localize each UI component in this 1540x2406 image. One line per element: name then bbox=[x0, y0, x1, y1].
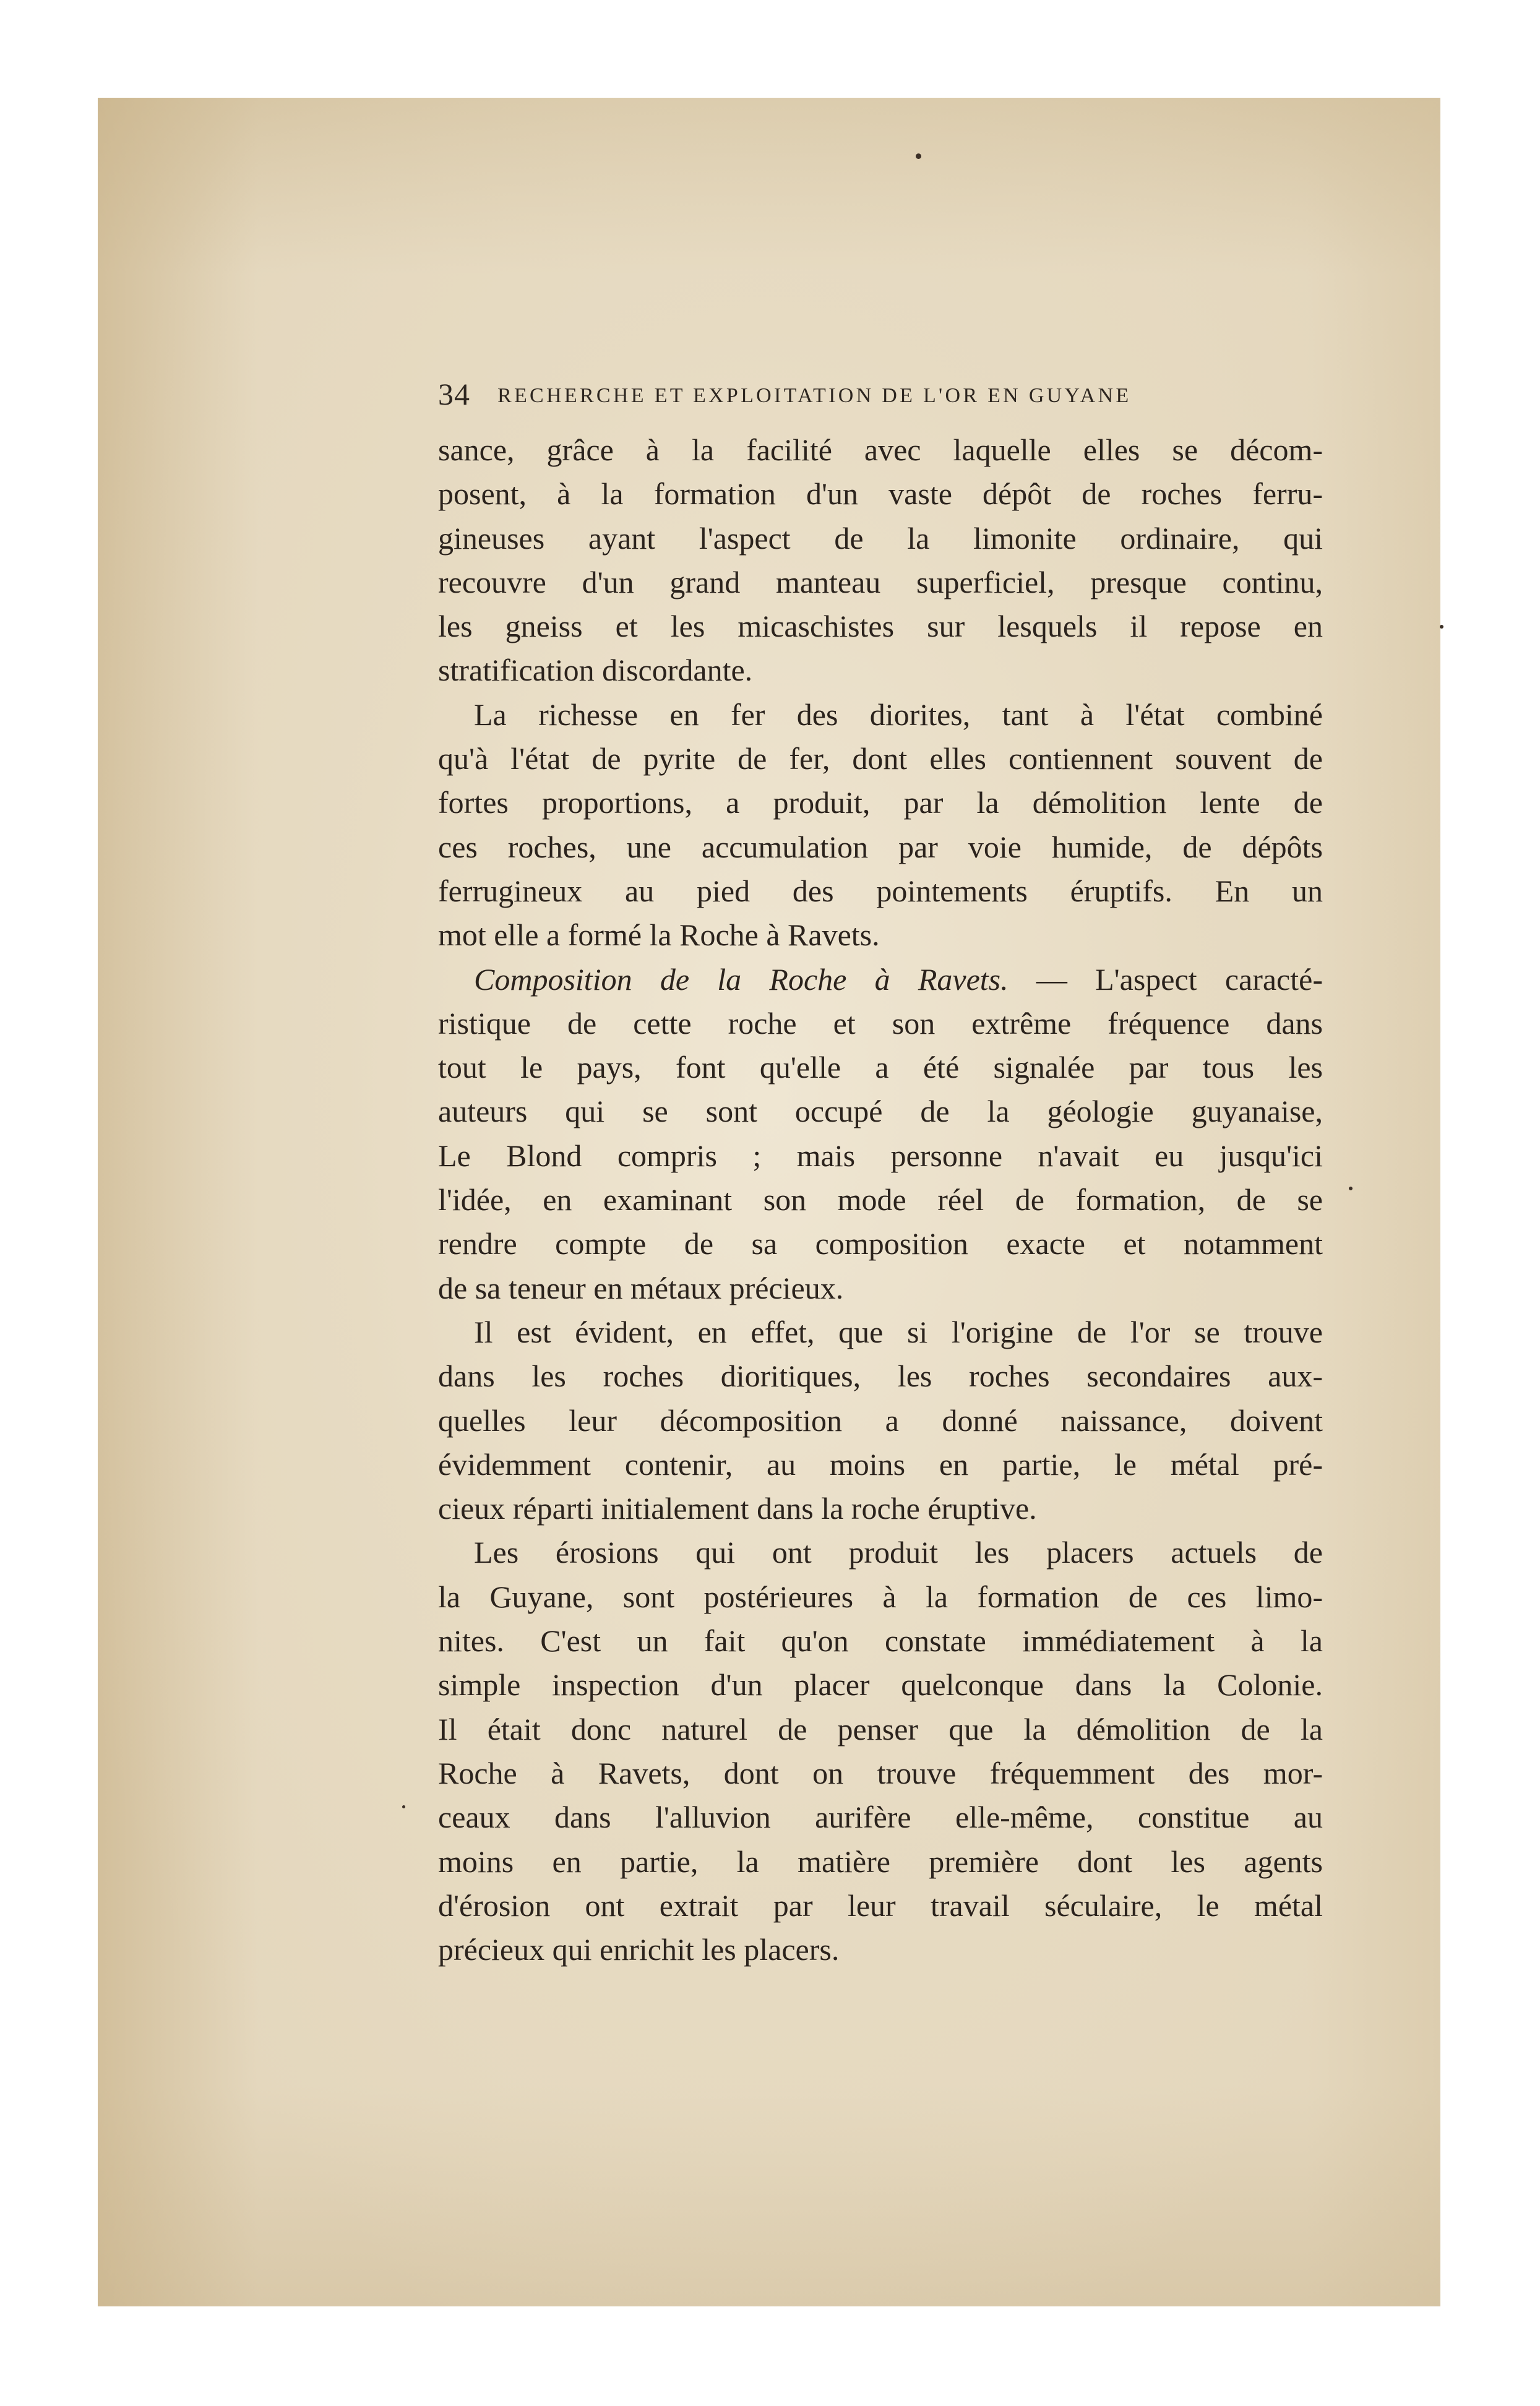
speck bbox=[1349, 1187, 1353, 1190]
text-line: Il était donc naturel de penser que la démolition de la bbox=[438, 1711, 1323, 1746]
text-line: ristique de cette roche et son extrême fréquence dans bbox=[438, 1005, 1323, 1041]
text-line: qu'à l'état de pyrite de fer, dont elles contiennent souvent de bbox=[438, 741, 1323, 776]
text-line: Les érosions qui ont produit les placers actuels de bbox=[474, 1535, 1323, 1570]
text-line: simple inspection d'un placer quelconque dans la Colonie. bbox=[438, 1667, 1323, 1703]
text-line: la Guyane, sont postérieures à la formation de ces limo- bbox=[438, 1579, 1323, 1614]
running-head bbox=[438, 376, 1317, 419]
page-number: 34 bbox=[438, 377, 470, 411]
text-line: tout le pays, font qu'elle a été signalée par tous les bbox=[438, 1050, 1323, 1085]
text-line: Le Blond compris ; mais personne n'avait eu jusqu'ici bbox=[438, 1138, 1323, 1173]
text-line: auteurs qui se sont occupé de la géologie guyanaise, bbox=[438, 1094, 1323, 1129]
text-line: mot elle a formé la Roche à Ravets. bbox=[438, 917, 880, 953]
text-line: précieux qui enrichit les placers. bbox=[438, 1932, 840, 1967]
text-line: ferrugineux au pied des pointements éruptifs. En un bbox=[438, 873, 1323, 908]
text-line: recouvre d'un grand manteau superficiel, presque continu, bbox=[438, 564, 1323, 599]
text-line: quelles leur décomposition a donné naissance, doivent bbox=[438, 1403, 1323, 1438]
text-line: sance, grâce à la facilité avec laquelle elles se décom- bbox=[438, 432, 1323, 467]
text-line: moins en partie, la matière première dont les agents bbox=[438, 1844, 1323, 1879]
text-line: d'érosion ont extrait par leur travail séculaire, le métal bbox=[438, 1888, 1323, 1923]
text-line: l'idée, en examinant son mode réel de formation, de se bbox=[438, 1182, 1323, 1218]
text-line: de sa teneur en métaux précieux. bbox=[438, 1270, 844, 1305]
running-title: RECHERCHE ET EXPLOITATION DE L'OR EN GUYANE bbox=[497, 384, 1132, 407]
speck bbox=[916, 153, 921, 159]
speck bbox=[402, 1805, 405, 1808]
text-line: fortes proportions, a produit, par la démolition lente de bbox=[438, 785, 1323, 820]
text-line: dans les roches dioritiques, les roches secondaires aux- bbox=[438, 1359, 1323, 1394]
text-line: Roche à Ravets, dont on trouve fréquemment des mor- bbox=[438, 1755, 1323, 1790]
text-line: nites. C'est un fait qu'on constate immédiatement à la bbox=[438, 1623, 1323, 1659]
text-line: les gneiss et les micaschistes sur lesquels il repose en bbox=[438, 609, 1323, 644]
text-line: — L'aspect caracté- bbox=[1036, 961, 1323, 997]
text-line: posent, à la formation d'un vaste dépôt de roches ferru- bbox=[438, 476, 1323, 512]
section-heading-line bbox=[438, 958, 1323, 1002]
text-line: évidemment contenir, au moins en partie, le métal pré- bbox=[438, 1446, 1323, 1482]
body-text bbox=[438, 428, 1323, 1972]
text-line: La richesse en fer des diorites, tant à l'état combiné bbox=[474, 697, 1323, 732]
speck bbox=[1440, 625, 1443, 629]
text-line: stratification discordante. bbox=[438, 653, 753, 688]
text-line: rendre compte de sa composition exacte et notamment bbox=[438, 1226, 1323, 1261]
text-line: gineuses ayant l'aspect de la limonite ordinaire, qui bbox=[438, 520, 1323, 556]
section-heading: Composition de la Roche à Ravets. bbox=[474, 961, 1009, 997]
text-line: ceaux dans l'alluvion aurifère elle-même, constitue au bbox=[438, 1800, 1323, 1835]
text-line: Il est évident, en effet, que si l'origine de l'or se trouve bbox=[474, 1314, 1323, 1349]
text-line: cieux réparti initialement dans la roche éruptive. bbox=[438, 1491, 1037, 1526]
text-line: ces roches, une accumulation par voie humide, de dépôts bbox=[438, 829, 1323, 864]
